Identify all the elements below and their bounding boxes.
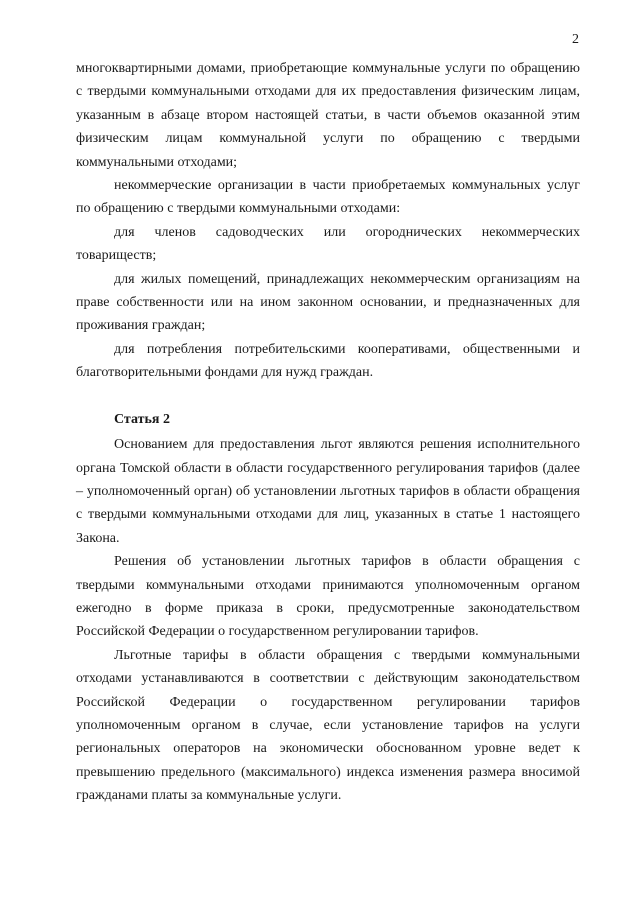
paragraph-tariff-decisions: Решения об установлении льготных тарифов в области обращения с твердыми коммунальными отходами принимаются уполномоченным органом ежегодно в форме приказа в сроки, предусмотренные законодательством Российской Федерации о государственном регулировании тарифов.: [76, 554, 580, 640]
paragraph-residential-premises: для жилых помещений, принадлежащих некоммерческим организациям на праве собственности или на ином законном основании, и предназначенных для проживания граждан;: [76, 271, 580, 334]
paragraph-continuation: многоквартирными домами, приобретающие коммунальные услуги по обращению с твердыми коммунальными отходами для их предоставления физическим лицам, указанным в абзаце втором настоящей статьи, в части объемов оказанной этим физическим лицам коммунальной услуги по обращению с твердыми коммунальными отходами;: [76, 61, 580, 170]
paragraph-consumer-cooperatives: для потребления потребительскими кооперативами, общественными и благотворительными фондами для нужд граждан.: [76, 341, 580, 381]
paragraph-nonprofit-organizations: некоммерческие организации в части приобретаемых коммунальных услуг по обращению с твердыми коммунальными отходами:: [76, 178, 580, 217]
page-number: 2: [572, 32, 579, 47]
paragraph-preferential-tariffs: Льготные тарифы в области обращения с твердыми коммунальными отходами устанавливаются в соответствии с действующим законодательством Российской Федерации о государственном регулировании тарифов уполномоченным органом в случае, если установление тарифов на услуги региональных операторов на экономически обоснованном уровне ведет к превышению предельного (максимального) индекса изменения размера вносимой гражданами платы за коммунальные услуги.: [76, 647, 580, 804]
paragraph-gardening-partnerships: для членов садоводческих или огороднических некоммерческих товариществ;: [76, 224, 580, 264]
article-heading: Статья 2: [114, 411, 170, 427]
paragraph-grounds-for-benefits: Основанием для предоставления льгот являются решения исполнительного органа Томской области в области государственного регулирования тарифов (далее – уполномоченный орган) об установлении льготных тарифов в области обращения с твердыми коммунальными отходами для лиц, указанных в статье 1 настоящего Закона.: [76, 437, 580, 546]
document-body: [76, 57, 580, 808]
